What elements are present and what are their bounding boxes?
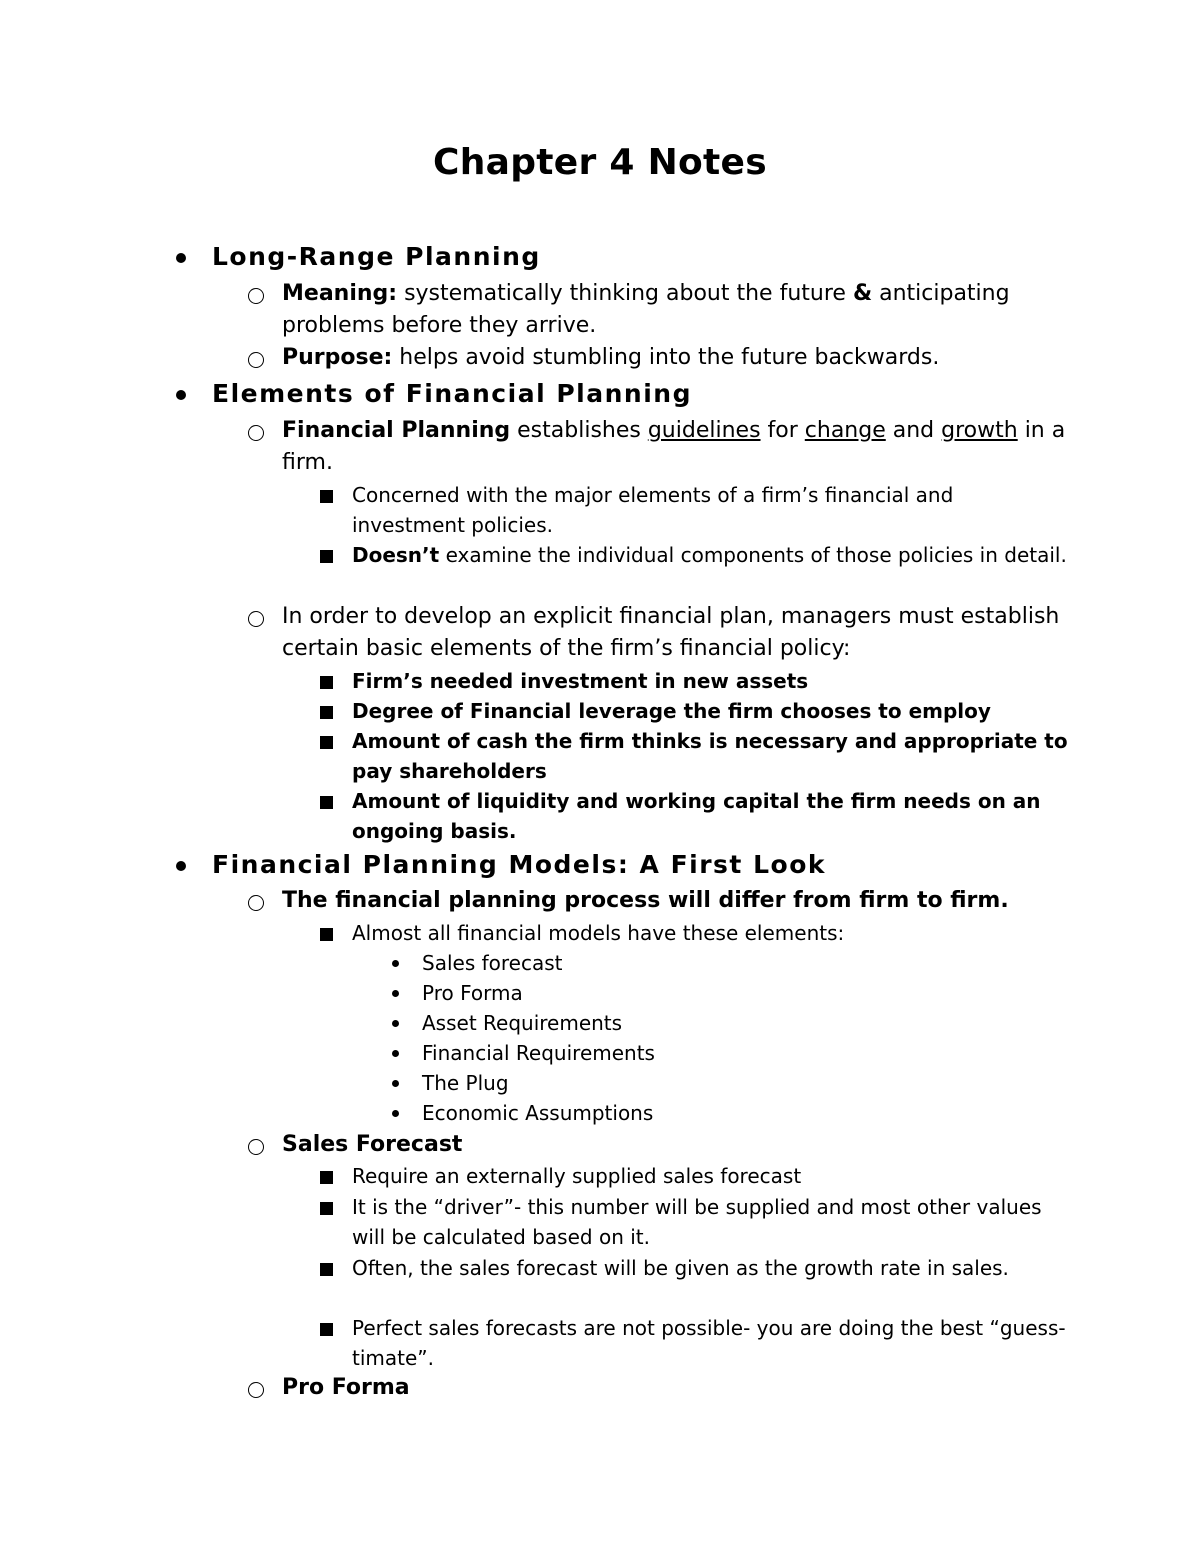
bullet-circle-icon <box>248 1382 264 1398</box>
bullet-square-icon <box>320 736 333 749</box>
list-item-leverage: Degree of Financial leverage the firm chooses to employ <box>352 696 1072 726</box>
bullet-square-icon <box>320 676 333 689</box>
page-title: Chapter 4 Notes <box>432 142 768 183</box>
list-item-concerned: Concerned with the major elements of a firm’s financial and investment policies. <box>352 480 1072 540</box>
list-item-purpose: Purpose: helps avoid stumbling into the future backwards. <box>282 342 1072 374</box>
bullet-circle-icon <box>248 1139 264 1155</box>
bullet-disc-icon <box>176 390 186 400</box>
bullet-disc-icon <box>176 253 186 263</box>
list-item-sales-sub: Often, the sales forecast will be given as the growth rate in sales. <box>352 1253 1072 1283</box>
bullet-square-icon <box>320 1263 333 1276</box>
list-item-liquidity: Amount of liquidity and working capital the firm needs on an ongoing basis. <box>352 786 1072 846</box>
list-item-element: Economic Assumptions <box>422 1098 1022 1128</box>
list-item-doesnt: Doesn’t examine the individual components of those policies in detail. <box>352 540 1072 570</box>
list-item-sales-sub: It is the “driver”- this number will be supplied and most other values will be calculated based on it. <box>352 1192 1072 1252</box>
bullet-disc-icon <box>176 861 186 871</box>
list-item-investment: Firm’s needed investment in new assets <box>352 666 1072 696</box>
list-item-cash: Amount of cash the firm thinks is necessary and appropriate to pay shareholders <box>352 726 1072 786</box>
bullet-small-disc-icon <box>392 990 399 997</box>
bullet-circle-icon <box>248 611 264 627</box>
list-item-element: The Plug <box>422 1068 1022 1098</box>
section-heading-financial-planning-models: Financial Planning Models: A First Look <box>212 849 1112 881</box>
list-item-sales-forecast: Sales Forecast <box>282 1129 1072 1161</box>
list-item-models: Almost all financial models have these elements: <box>352 918 1072 948</box>
list-item-element: Financial Requirements <box>422 1038 1022 1068</box>
section-heading-elements-of-financial-planning: Elements of Financial Planning <box>212 378 1112 410</box>
list-item-pro-forma: Pro Forma <box>282 1372 1072 1404</box>
list-item-process: The financial planning process will differ from firm to firm. <box>282 885 1072 917</box>
bullet-small-disc-icon <box>392 1050 399 1057</box>
bullet-square-icon <box>320 928 333 941</box>
bullet-circle-icon <box>248 352 264 368</box>
list-item-sales-sub: Perfect sales forecasts are not possible- you are doing the best “guess-timate”. <box>352 1313 1072 1373</box>
bullet-square-icon <box>320 1171 333 1184</box>
section-heading-long-range-planning: Long-Range Planning <box>212 241 1112 273</box>
list-item-meaning: Meaning: systematically thinking about the future & anticipating problems before they arrive. <box>282 278 1072 342</box>
bullet-square-icon <box>320 490 333 503</box>
list-item-in-order: In order to develop an explicit financial plan, managers must establish certain basic elements of the firm’s financial policy: <box>282 601 1072 665</box>
bullet-small-disc-icon <box>392 960 399 967</box>
bullet-circle-icon <box>248 425 264 441</box>
bullet-square-icon <box>320 706 333 719</box>
bullet-square-icon <box>320 1323 333 1336</box>
list-item-element: Sales forecast <box>422 948 1022 978</box>
bullet-circle-icon <box>248 288 264 304</box>
bullet-square-icon <box>320 796 333 809</box>
list-item-element: Asset Requirements <box>422 1008 1022 1038</box>
bullet-small-disc-icon <box>392 1110 399 1117</box>
list-item-element: Pro Forma <box>422 978 1022 1008</box>
bullet-square-icon <box>320 1202 333 1215</box>
bullet-small-disc-icon <box>392 1080 399 1087</box>
list-item-financial-planning: Financial Planning establishes guidelines for change and growth in a firm. <box>282 415 1072 479</box>
bullet-square-icon <box>320 550 333 563</box>
bullet-circle-icon <box>248 895 264 911</box>
bullet-small-disc-icon <box>392 1020 399 1027</box>
list-item-sales-sub: Require an externally supplied sales forecast <box>352 1161 1072 1191</box>
